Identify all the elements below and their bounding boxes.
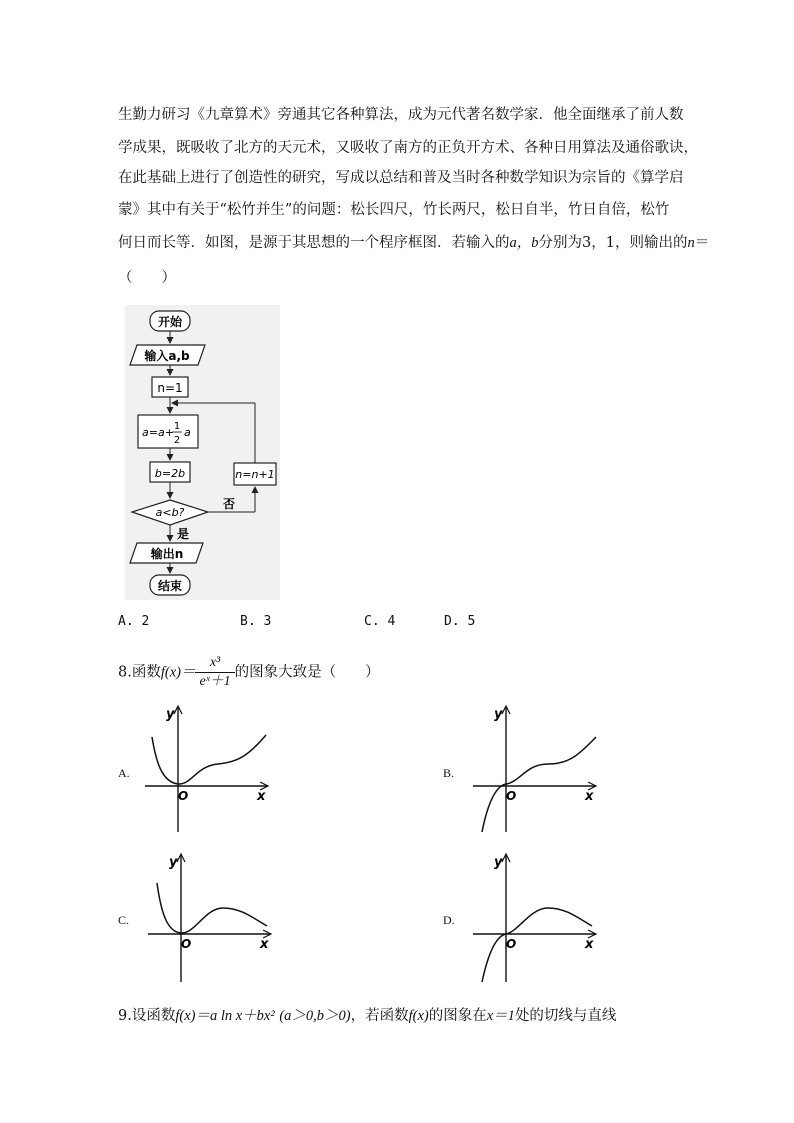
q9-mid2: 的图象在 [428,1008,487,1024]
q8-graph-d-x: x [585,937,594,952]
q9-expr: f(x)＝a ln x＋bx² [175,1008,275,1024]
q8-graph-a-o: O [178,789,189,803]
q8-graph-b-x: x [585,789,594,804]
flow-yes-label: 是 [177,527,190,541]
q9-at: x＝1 [486,1008,515,1024]
q9-prefix: 9.设函数 [118,1008,176,1024]
q7-line-1: 生勤力研习《九章算术》旁通其它各种算法，成为元代著名数学家．他全面继承了前人数 [118,107,684,123]
q8-graph-c-label: C. [118,913,130,927]
q8-graph-b-o: O [506,789,517,803]
flow-update-a-pre: a=a+ [142,426,174,439]
q8-graph-d-o: O [506,937,517,951]
flow-update-b-text: b=2b [154,467,186,480]
q8-graph-c-o: O [181,937,192,951]
flow-no-label: 否 [223,497,236,511]
q8-graph-c [143,850,283,985]
q9-tail: 处的切线与直线 [514,1008,617,1024]
q7-line-5 [118,231,709,252]
q8-graph-d [468,850,608,985]
q7-var-n: n [687,235,695,251]
flow-increment-text: n=n+1 [235,468,275,481]
q7-line-5-mid: 分别为3，1，则输出的 [538,235,688,251]
flow-output-text: 输出n [150,547,184,561]
q8-func: f(x)＝ [160,664,196,681]
q8-graph-a-y: y [166,707,175,722]
flow-update-a-num: 1 [173,421,181,432]
q8-graph-b-label: B. [443,766,455,780]
q8-graph-b [468,702,608,837]
q8-fraction [195,656,234,689]
q7-option-d: D. 5 [444,614,476,629]
q7-option-b: B. 3 [240,614,272,629]
q7-equals: ＝ [694,235,710,251]
q7-option-a: A. 2 [118,614,150,629]
q8-numerator: x³ [195,656,234,673]
q8-graph-a-label: A. [118,766,130,780]
q8-graph-a [140,702,280,837]
q8-graph-c-y: y [169,855,178,870]
flow-start-text: 开始 [157,315,183,329]
flow-condition-text: a<b? [155,506,185,519]
q8-graph-a-curve [152,735,266,784]
q7-line-5-pre: 何日而长等．如图，是源于其思想的一个程序框图．若输入的 [118,235,510,251]
q7-answer-paren: （ ） [118,270,176,286]
q8-prefix: 8.函数 [118,664,161,681]
q7-option-c: C. 4 [364,614,396,629]
q9-line [118,1004,616,1025]
q7-line-2: 学成果，既吸收了北方的天元术，又吸收了南方的正负开方术、各种日用算法及通俗歌诀， [118,140,698,156]
q8-graph-c-x: x [260,937,269,952]
q7-line-3: 在此基础上进行了创造性的研究，写成以总结和普及当时各种数学知识为宗旨的《算学启 [118,170,684,186]
q7-vars-ab: a，b [509,235,539,251]
flow-init-text: n=1 [157,381,183,395]
q8-suffix: 的图象大致是（ ） [234,664,380,681]
q9-fx: f(x) [408,1008,429,1024]
q8-graph-b-curve [482,737,596,832]
q8-graph-b-y: y [494,707,503,722]
q8-graph-d-curve [482,908,592,982]
q8-line [118,656,380,689]
flowchart [125,305,280,600]
flow-input-text: 输入a,b [144,349,190,363]
q8-graph-d-label: D. [443,913,455,927]
flow-update-a-den: 2 [173,435,181,446]
q9-cond: (a＞0,b＞0) [279,1008,351,1024]
q8-graph-d-y: y [494,855,503,870]
q9-mid: ，若函数 [350,1008,409,1024]
q7-line-4: 蒙》其中有关于“松竹并生”的问题：松长四尺，竹长两尺，松日自半，竹日自倍，松竹 [118,202,670,218]
q8-graph-c-curve [157,883,267,933]
q8-denominator: eˣ＋1 [199,674,231,689]
q8-graph-a-x: x [257,789,266,804]
flow-update-a-post: a [184,426,191,439]
flow-end-text: 结束 [157,579,183,593]
